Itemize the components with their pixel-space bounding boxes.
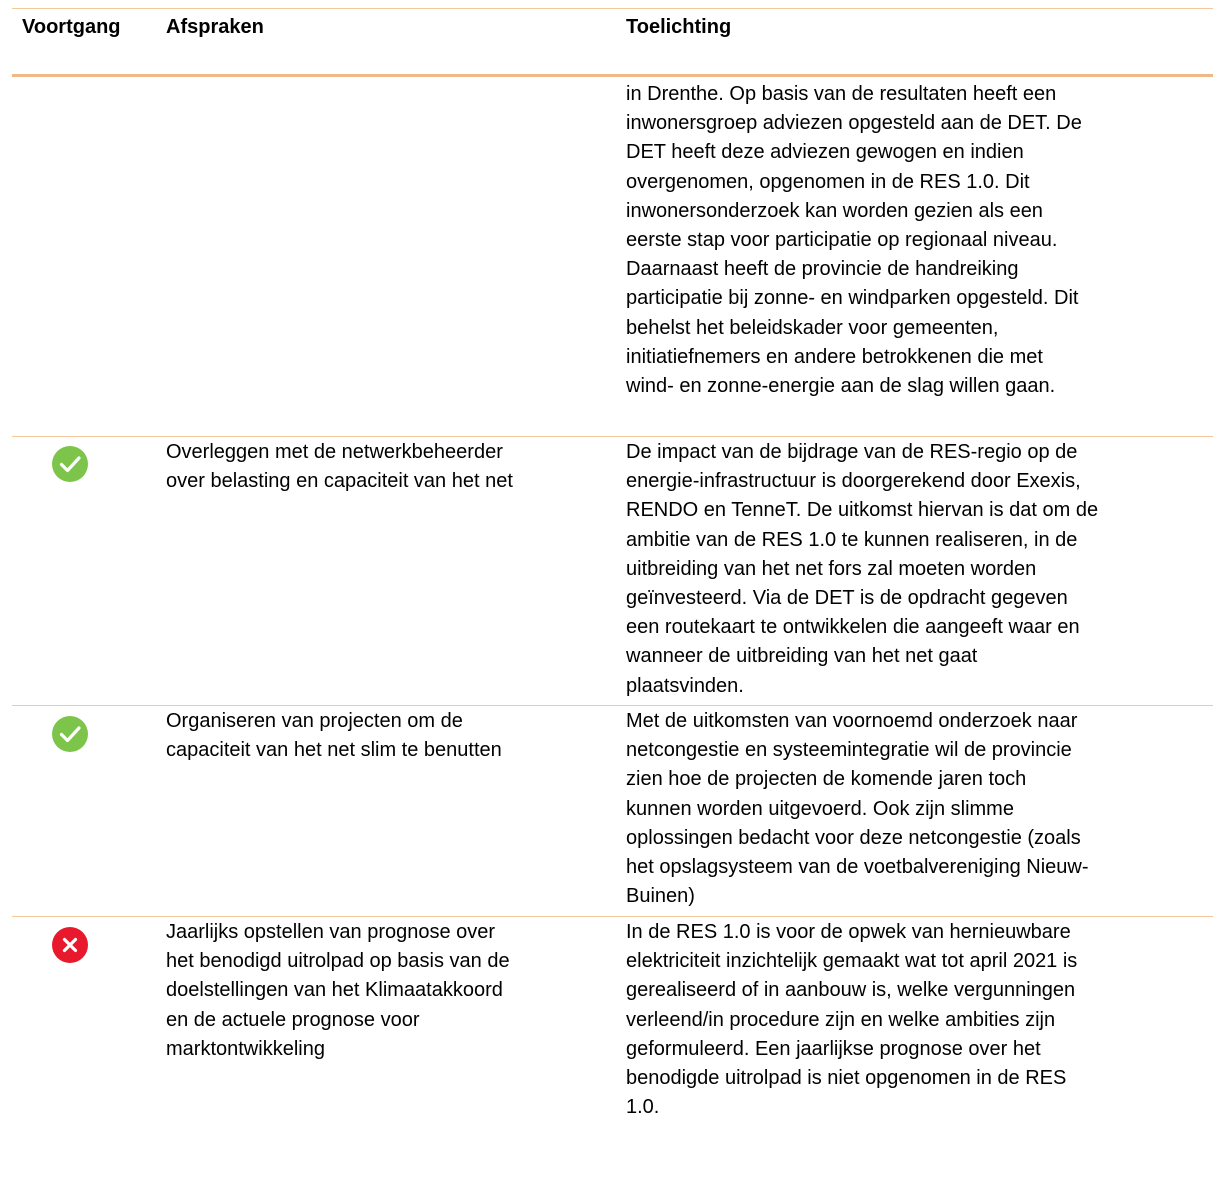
row-explanation: De impact van de bijdrage van de RES-regio op de energie-infrastructuur is doorgerekend door Exexis, RENDO en TenneT. De uitkomst hiervan is dat om de ambitie van de RES 1.0 te kunnen realiseren, in de uitbreiding van het net fors zal moeten worden geïnvesteerd. Via de DET is de opdracht gegeven een routekaart te ontwikkelen die aangeeft waar en wanneer de uitbreiding van het net gaat plaatsvinden. xyxy=(626,441,1099,697)
row-explanation: in Drenthe. Op basis van de resultaten heeft een inwonersgroep adviezen opgesteld aan de DET. De DET heeft deze adviezen gewogen en indien overgenomen, opgenomen in de RES 1.0. Dit inwonersonderzoek kan worden gezien als een eerste stap voor participatie op regionaal niveau. Daarnaast heeft de provincie de handreiking participatie bij zonne- en windparken opgesteld. Dit behelst het beleidskader voor gemeenten, initiatiefnemers en andere betrokkenen die met wind- en zonne-energie aan de slag willen gaan. xyxy=(626,83,1082,398)
row-explanation: Met de uitkomsten van voornoemd onderzoek naar netcongestie en systeemintegratie wil de provincie zien hoe de projecten de komende jaren toch kunnen worden uitgevoerd. Ook zijn slimme oplossingen bedacht voor deze netcongestie (zoals het opslagsysteem van de voetbalvereniging Nieuw- Buinen) xyxy=(626,710,1089,908)
row-divider xyxy=(12,436,1213,437)
row-agreement: Overleggen met de netwerkbeheerder over belasting en capaciteit van het net xyxy=(166,441,513,493)
check-icon xyxy=(52,716,88,752)
cross-icon xyxy=(52,927,88,963)
row-agreement: Jaarlijks opstellen van prognose over het benodigd uitrolpad op basis van de doelstellingen van het Klimaatakkoord en de actuele prognose voor marktontwikkeling xyxy=(166,921,510,1060)
row-agreement: Organiseren van projecten om de capaciteit van het net slim te benutten xyxy=(166,710,502,762)
header-voortgang: Voortgang xyxy=(22,16,121,38)
row-divider xyxy=(12,916,1213,917)
check-icon xyxy=(52,446,88,482)
row-explanation: In de RES 1.0 is voor de opwek van hernieuwbare elektriciteit inzichtelijk gemaakt wat tot april 2021 is gerealiseerd of in aanbouw is, welke vergunningen verleend/in procedure zijn en welke ambities zijn geformuleerd. Een jaarlijkse prognose over het benodigde uitrolpad is niet opgenomen in de RES 1.0. xyxy=(626,921,1078,1119)
table-top-border xyxy=(12,8,1213,9)
header-toelichting: Toelichting xyxy=(626,16,732,38)
row-divider xyxy=(12,705,1213,706)
header-afspraken: Afspraken xyxy=(166,16,264,38)
header-bottom-border xyxy=(12,74,1213,77)
